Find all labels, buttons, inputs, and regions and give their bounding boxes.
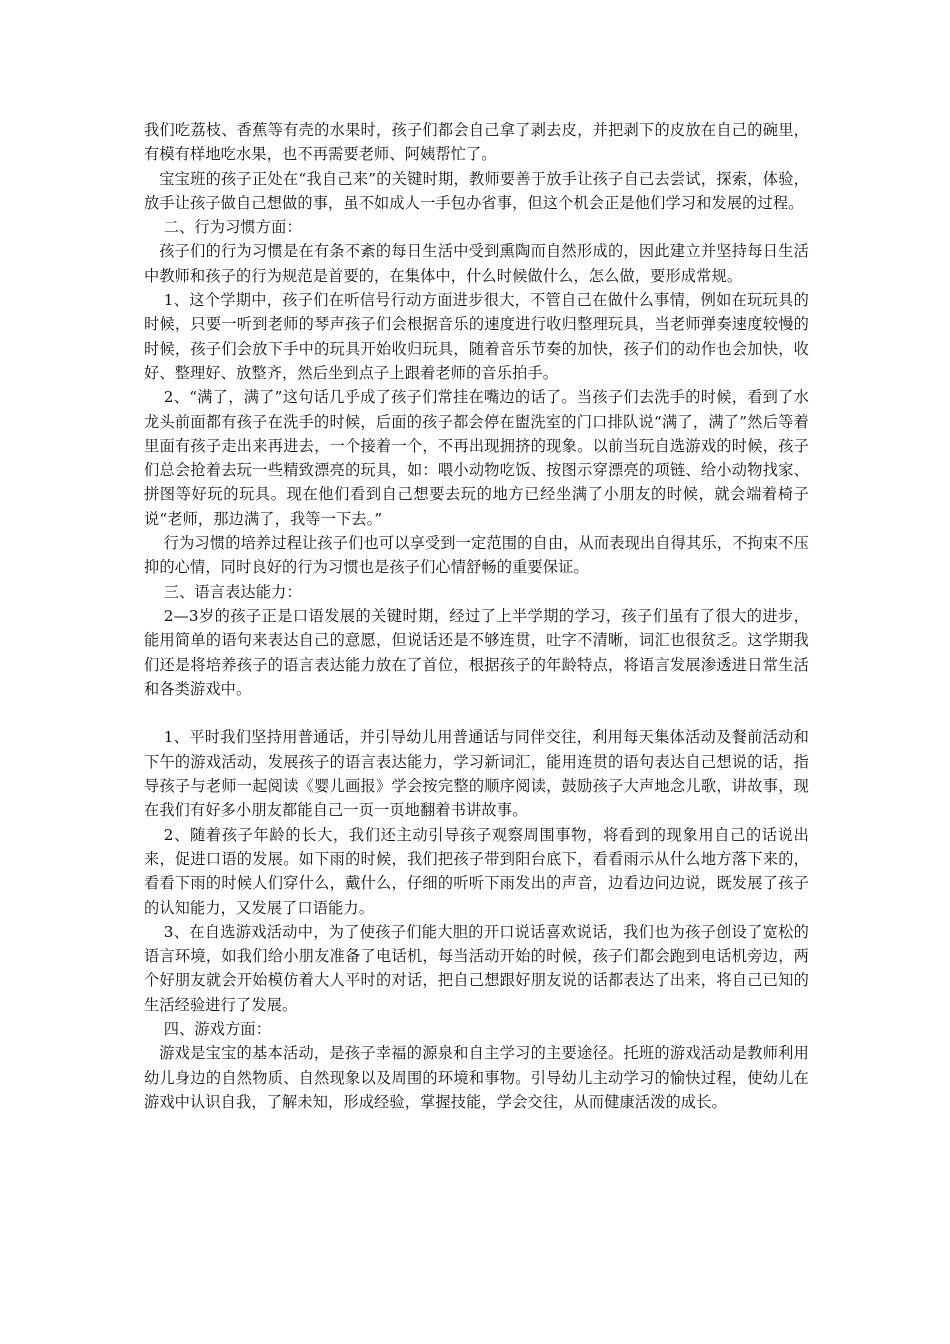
paragraph-11: 游戏是宝宝的基本活动，是孩子幸福的源泉和自主学习的主要途径。托班的游戏活动是教师利用幼儿身边的自然物质、自然现象以及周围的环境和事物。引导幼儿主动学习的愉快过程，使幼儿在游戏中认识自我，了解未知，形成经验，掌握技能，学会交往，从而健康活泼的成长。	[144, 1044, 809, 1111]
section-heading-3: 三、语言表达能力：	[163, 582, 302, 601]
section-heading-2: 二、行为习惯方面：	[163, 218, 302, 237]
paragraph-10: 3、在自选游戏活动中，为了使孩子们能大胆的开口说话喜欢说话，我们也为孩子创设了宽松的语言环境，如我们给小朋友准备了电话机，每当活动开始的时候，孩子们都会跑到电话机旁边，两个好朋友就会开始模仿着大人平时的对话，把自己想跟好朋友说的话都表达了出来，将自己已知的生活经验进行了发展。	[144, 922, 809, 1014]
paragraph-8: 1、平时我们坚持用普通话，并引导幼儿用普通话与同伴交往，利用每天集体活动及餐前活动和下午的游戏活动，发展孩子的语言表达能力，学习新词汇，能用连贯的语句表达自己想说的话，指导孩子与老师一起阅读《婴儿画报》学会按完整的顺序阅读，鼓励孩子大声地念儿歌，讲故事，现在我们有好多小朋友都能自己一页一页地翻着书讲故事。	[144, 728, 809, 820]
document-page	[144, 118, 809, 1114]
paragraph-5: 2、“满了，满了”这句话几乎成了孩子们常挂在嘴边的话了。当孩子们去洗手的时候，看到了水龙头前面都有孩子在洗手的时候，后面的孩子都会停在盥洗室的门口排队说“满了，满了”然后等着里面有孩子走出来再进去，一个接着一个，不再出现拥挤的现象。以前当玩自选游戏的时候，孩子们总会抢着去玩一些精致漂亮的玩具，如：喂小动物吃饭、按图示穿漂亮的项链、给小动物找家、拼图等好玩的玩具。现在他们看到自己想要去玩的地方已经坐满了小朋友的时候，就会端着椅子说“老师，那边满了，我等一下去。”	[144, 388, 809, 528]
paragraph-2: 宝宝班的孩子正处在“我自己来”的关键时期，教师要善于放手让孩子自己去尝试，探索，体验，放手让孩子做自己想做的事，虽不如成人一手包办省事，但这个机会正是他们学习和发展的过程。	[144, 169, 809, 212]
paragraph-6: 行为习惯的培养过程让孩子们也可以享受到一定范围的自由，从而表现出自得其乐，不拘束不压抑的心情，同时良好的行为习惯也是孩子们心情舒畅的重要保证。	[144, 534, 809, 577]
paragraph-4: 1、这个学期中，孩子们在听信号行动方面进步很大，不管自己在做什么事情，例如在玩玩具的时候，只要一听到老师的琴声孩子们会根据音乐的速度进行收归整理玩具，当老师弹奏速度较慢的时候，孩子们会放下手中的玩具开始收归玩具，随着音乐节奏的加快，孩子们的动作也会加快，收好、整理好、放整齐，然后坐到点子上跟着老师的音乐拍手。	[144, 291, 809, 382]
paragraph-9: 2、随着孩子年龄的长大，我们还主动引导孩子观察周围事物，将看到的现象用自己的话说出来，促进口语的发展。如下雨的时候，我们把孩子带到阳台底下，看看雨示从什么地方落下来的，看看下雨的时候人们穿什么，戴什么，仔细的听听下雨发出的声音，边看边问边说，既发展了孩子的认知能力，又发展了口语能力。	[144, 825, 809, 917]
blank-line	[144, 701, 809, 725]
paragraph-1: 我们吃荔枝、香蕉等有壳的水果时，孩子们都会自己拿了剥去皮，并把剥下的皮放在自己的碗里，有模有样地吃水果，也不再需要老师、阿姨帮忙了。	[144, 121, 809, 164]
paragraph-7: 2—3岁的孩子正是口语发展的关键时期，经过了上半学期的学习，孩子们虽有了很大的进步，能用简单的语句来表达自己的意愿，但说话还是不够连贯，吐字不清晰，词汇也很贫乏。这学期我们还是将培养孩子的语言表达能力放在了首位，根据孩子的年龄特点，将语言发展渗透进日常生活和各类游戏中。	[144, 606, 809, 698]
section-heading-4: 四、游戏方面：	[163, 1019, 272, 1038]
paragraph-3: 孩子们的行为习惯是在有条不紊的每日生活中受到熏陶而自然形成的，因此建立并坚持每日生活中教师和孩子的行为规范是首要的，在集体中，什么时候做什么，怎么做，要形成常规。	[144, 242, 809, 285]
